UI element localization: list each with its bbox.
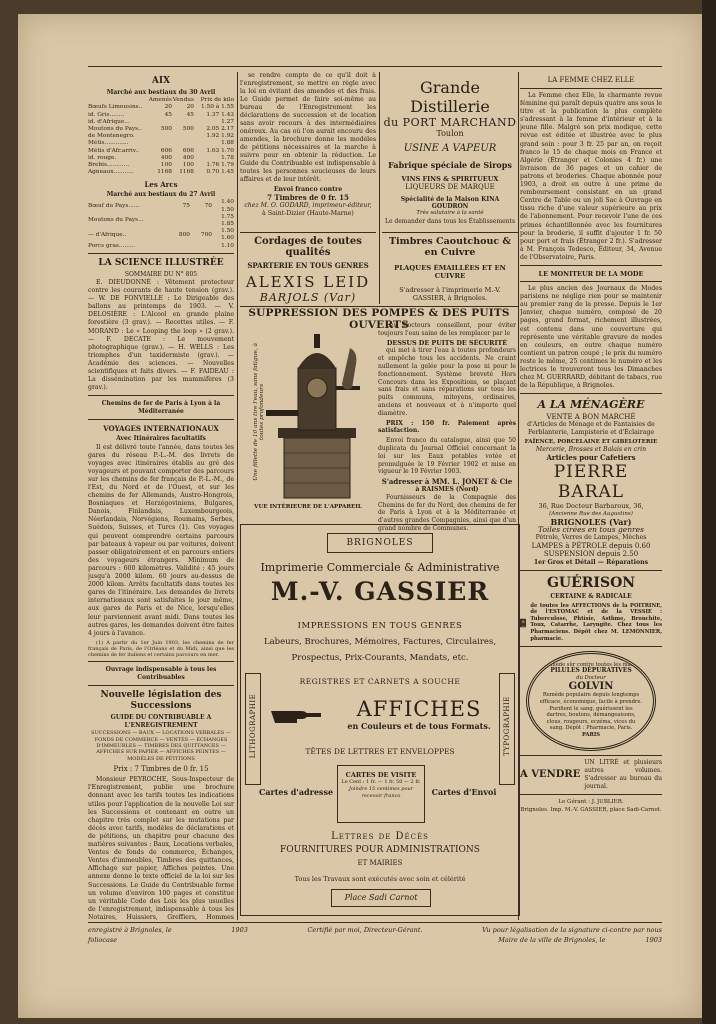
market-value [149,140,172,147]
market-value: 500 [160,125,172,132]
market-value [168,214,190,228]
pointing-hand-icon [269,703,323,727]
market-row [88,148,234,155]
market-item: Métis............. [88,140,129,147]
market-row [88,140,234,147]
market-value: 70 [204,203,212,210]
rail-title: Chemins de fer de Paris à Lyon à la Méditerranée [101,400,221,416]
cordages-city: BARJOLS (Var) [259,291,357,304]
market-row [88,155,234,162]
market-item: id. rouge. [88,154,117,161]
market-value: 100 [160,161,172,168]
pompes-text3: Envoi franco du catalogue, ainsi que 50 duplicata du Journal Officiel concernant la loi sur les Eaux potables votée et promulguée le 19 Février 1902 et mise en vigueur le 19 Février 1903. [378,437,516,476]
footer-year2: 1903 [645,936,662,944]
footer-certifie: Certifié par moi, Directeur-Gérant. [307,926,423,934]
market-value: 1.10 [221,242,234,249]
menagere-text: d'Articles de Ménage et de Fantaisies de Ferblanterie, Lampisterie et d'Éclairage [527,421,655,437]
cartes-visite-price: Le Cent : 1 fr. — 1 fr. 50 — 2 fr. [341,779,421,785]
market-value [149,133,172,140]
market-value [190,214,212,228]
heritage-kicker: Ouvrage indispensable à tous les Contribuables [105,665,217,681]
gassier-name: M.-V. GASSIER [270,577,490,606]
distillerie-specialite: Spécialité de la Maison KINA GOUDRON [400,196,500,210]
column-rule [237,72,238,920]
market-value: 1.75 1.85 [221,213,234,228]
market2-title: Les Arcs [144,180,178,190]
gassier-ad [240,524,520,916]
baral-address: 36, Rue Docteur Barbaroux, 36, [538,501,644,510]
market-value: 1.50 1.60 [221,228,234,242]
top-rule [88,66,662,67]
heritage-text: Monsieur PEYROCHE, Sous-Inspecteur de l'Enregistrement, publie une brochure donnant avec les tarifs toutes les indications utiles pour l'application de la nouvelle Loi sur les Successions et contenant en outre un chapitre très complet sur les mutations par décès avec tarifs, modèles de déclarations et de pétitions, un chapitre pour chacune des matières suivantes : Baux, Locations verbales, Ventes de fonds de commerce, Échanges, Ventes d'immeubles, Timbres des quittances, Affichage sur papier, Affiches peintes. Une annexe donne le texte officiel de la loi sur les Successions. Le Guide du Contribuable forme un volume d'environ 100 pages et constitue un véritable Code des Lois les plus usuelles de l'enregistrement, indispensable à tous les Notaires, Huissiers, Greffiers, Hommes [88,776,234,920]
femme-text: La Femme chez Elle, la charmante revue féminine qui paraît depuis quatre ans sous le titre et la publication la plus complète s'adressant à la femme d'intérieur et à la jeune fille. Malgré son prix modique, cette revue est éditée et illustrée avec le plus grand soin : pour 3 fr. 25 par an, on reçoit franco le 15 de chaque mois en France et Algérie (Étranger et Colonies 4 fr.) une livraison de 36 pages et un cahier de patrons et broderies. Chaque abonnée pour 1903, a droit en outre à une prime de remboursement consistant en un grand Centre de Table ou un joli Sac à Ouvrage en tissu riche d'une valeur supérieure au prix de l'abonnement. Pour recevoir l'une de ces primes échantillonnée avec les fournitures pour la broderie, il suffit d'ajouter 1 fr. 50 pour port et frais (Étranger 2 fr.). S'adresser à M. François Tedesco, Éditeur, 34, Avenue de l'Observatoire, Paris. [520,92,662,261]
market-row [88,119,234,126]
market-row [88,126,234,133]
baral-name: PIERRE BARAL [553,461,629,502]
market1-table [88,97,234,176]
heritage-list: SUCCESSIONS — BAUX — LOCATIONS VERBALES — FONDS DE COMMERCE — VENTES — ÉCHANGES D'IMMEUBLES — TIMBRES DES QUITTANCES — AFFICHES SUR PAPIER — AFFICHES PEINTES — MODÈLES DE PÉTITIONS [91,730,231,762]
gassier-line2: Prospectus, Prix-Courants, Mandats, etc. [291,653,469,663]
market-item: Bœufs Limousins.. [88,104,143,111]
distillerie-fabrique: Fabrique spéciale de Sirops [388,160,512,170]
menagere-mercerie: Mercerie, Brosses et Balais en crin [535,445,647,453]
cartes-envoi: Cartes d'Envoi [431,787,497,797]
divider [88,419,234,420]
gassier-fournitures: FOURNITURES POUR ADMINISTRATIONS [280,845,480,855]
market-value: 100 [182,161,194,168]
cartes-visite-title: CARTES DE VISITE [345,771,417,779]
market-item: Porcs gras......... [88,242,136,249]
market-item: Bœuf du Pays...... [88,203,140,210]
pompes-text [378,322,516,535]
column-rule [379,72,380,304]
distillerie-title: Grande Distillerie [410,78,490,116]
timbres-plaques: PLAQUES ÉMAILLÉES ET EN CUIVRE [394,264,506,280]
doctor-portrait [520,603,526,643]
guide-text: se rendre compte de ce qu'il doit à l'enregistrement, se mettre en règle avec la loi en évitant des amendes et des frais. Le Guide permet de faire soi-même au bureau de l'Enregistrement les déclarations de succession et de location sans avoir recours à des intermédiaires onéreux. Au cas où l'on aurait encouru des amendes, la brochure donne les modèles de pétitions nécessaires et la marche à suivre pour en obtenir la réduction. Le Guide du Contribuable est indispensable à toutes les personnes soucieuses de leurs affaires et de leur intérêt. [240,72,376,183]
moniteur-title: LE MONITEUR DE LA MODE [538,269,644,278]
divider [520,646,662,647]
gassier-affiches: AFFICHES [356,697,482,721]
cartes-adresse: Cartes d'adresse [258,787,334,797]
market-value: 606 [160,147,172,154]
gassier-tetes: TÊTES DE LETTRES ET ENVELOPPES [305,747,455,756]
footer-folio: folio [88,936,103,944]
footer-maire: Maire de la ville de Brignoles, le [498,936,606,944]
divider [520,88,662,89]
distillerie-ad [382,72,518,232]
market-value [149,119,172,126]
guide-franco: Envoi franco contre [273,186,343,193]
timbres-ad [382,232,518,304]
menagere-faience: FAÏENCE, PORCELAINE ET GIBELOTERIE [524,438,658,445]
market2-table [88,199,234,249]
market-value: 1.78 [221,154,234,161]
market-item: Moutons du Pays.. [88,125,142,132]
distillerie-demande: Le demander dans tous les Établissements [384,218,516,225]
guide-continued [240,72,376,232]
market1-subtitle: Marché aux bestiaux du 30 Avril [106,89,216,96]
pompes-title: SUPPRESSION DES POMPES & DES PUITS OUVERTS [248,307,510,331]
market-row [88,112,234,119]
typographie-box [499,673,515,785]
market-value: 75 [182,203,190,210]
golvin-text: Remède populaire depuis longtemps efficace, économique, facile à prendre. Purifient le sang, guérissent les dartres, boutons, démangeaisons, clous, rougeurs, eczéma, vices du sang. Dépôt : Pharmacie, Paris. [539,692,643,732]
market-item: Métis d'Afr.arriv.. [88,147,140,154]
market-value: 1.37 1.43 [206,111,234,118]
market-item: id. Gris........ [88,111,125,118]
pompes-text1: Les Docteurs conseillent, pour éviter toujours l'eau saine de les remplacer par le [378,322,516,337]
market-value: 700 [200,231,212,238]
distillerie-city: Toulon [436,129,464,138]
divider [520,570,662,571]
heritage-subtitle: GUIDE DU CONTRIBUABLE A L'ENREGISTREMENT [110,713,212,730]
moniteur-text: Le plus ancien des Journaux de Modes parisiens ne néglige rien pour se maintenir au premier rang de la presse. Depuis le 1er Janvier, chaque numéro, composé de 20 pages, grand format, richement illustrées, est contenu dans une couverture qui représente une véritable gravure de modes en couleurs, en outre chaque numéro contient un patron coupé ; le prix du numéro reste le même, 25 centimes le numéro et les lectrices le trouveront tous les Dimanches chez M. GUERRARD, débitant de tabacs, rue de la République, à Brignoles. [520,285,662,390]
market-value: 800 [178,231,190,238]
guerison-sub: CERTAINE & RADICALE [550,592,632,600]
guide-address: chez M. O. GODARD, imprimeur-éditeur, [244,202,372,209]
divider [520,755,662,756]
market-value: 20 [164,104,172,111]
cartes-visite-pieces: Joindre 15 centimes pour recevoir franco [348,786,414,799]
market-value: 400 [182,154,194,161]
market-value [172,119,194,126]
divider [520,393,662,394]
cartes-visite-box [337,765,425,823]
market-value [172,133,194,140]
market-value: 1168 [157,169,172,176]
market-value: 45 [186,111,194,118]
lithographie-box [245,673,261,785]
guerison-text: de toutes les AFFECTIONS de la POITRINE, de l'ESTOMAC et de la VESSIE : Tuberculose, Phtisie, Asthme, Bronchite, Toux, Catarrhe, Laryngite. Chez tous les Pharmaciens. Dépôt chez M. LEMONNIER, pharmacie. [530,602,662,642]
market-value: 400 [160,154,172,161]
pompes-adresser: S'adresser à MM. L. JONET & Cie [381,477,513,487]
market-item: id. d'Afrique... [88,118,130,125]
timbres-sadresser: S'adresser à l'imprimerie M.-V. GASSIER, à Brignoles. [399,286,501,302]
golvin-city: PARIS [581,732,601,739]
market-row [88,228,234,242]
divider [88,253,234,254]
gassier-lettres: Lettres de Décès [331,831,429,842]
heritage-price: Prix : 7 Timbres de 0 fr. 15 [113,765,209,774]
market2-subtitle: Marché aux bestiaux du 27 Avril [106,191,216,199]
guide-stamps: 7 Timbres de 0 fr. 15 [267,193,349,202]
market-value: 2.05 2.17 [206,125,234,132]
market1-title: AIX [151,76,171,86]
gassier-line1: Labeurs, Brochures, Mémoires, Factures, Circulaires, [263,637,497,647]
menagere-cafetiers: Articles pour Cafetiers [546,452,636,462]
pompes-ville: à RAISMES (Nord) [415,485,479,493]
distillerie-sante: Très salutaire à la santé [416,210,484,216]
golvin-top: Un remède sûr contre toutes les maladies [535,661,647,668]
divider [520,794,662,795]
golvin-name: GOLVIN [568,681,614,693]
market-value: 1.40 1.50 [221,199,234,213]
typographie-label: TYPOGRAPHIE [503,696,511,756]
market-item: Brebis............ [88,161,130,168]
market-value: 45 [164,111,172,118]
femme-title: LA FEMME CHEZ ELLE [547,76,635,84]
footer-legalisation: Vu pour légalisation de la signature ci-contre par nous [482,926,662,934]
market-item: — d'Afrique.. [88,231,127,238]
market-value: 1.63 1.70 [206,147,234,154]
golvin-doctor: du Docteur [576,674,606,681]
vendre-title: A VENDRE [520,768,581,780]
guide-city: à Saint-Dizier (Haute-Marne) [262,210,354,217]
menagere-title: A LA MÉNAGÈRE [537,398,645,412]
pompes-highlight: DESSUS DE PUITS DE SÉCURITÉ [386,338,508,347]
science-subtitle: SOMMAIRE DU N° 805 [124,270,198,278]
divider [520,281,662,282]
cordages-sub: SPARTERIE EN TOUS GENRES [247,261,369,270]
column-markets [88,72,234,920]
divider [88,685,234,686]
voyages-note: (1) A partir du 1er Juin 1903, les chemins de fer français de Paris, de l'Orléans et du Midi, ainsi que les chemins de fer italiens et certains parcours en mer. [88,639,234,658]
market-item: de Montenegro. [88,133,135,140]
footer-year1: 1903 [231,926,248,934]
baral-suspension: SUSPENSION depuis 2.50 [543,550,639,559]
market-value: 1.92 1.92 [206,133,234,140]
baral-old-address: (Ancienne Rue des Augustins) [549,510,633,517]
market-row [88,104,234,111]
market-value: 1.50 à 1.55 [201,104,234,111]
market-value: 1.88 [221,140,234,147]
pump-caption: VUE INTÉRIEURE DE L'APPAREIL [254,504,362,510]
gassier-tous: Tous les Travaux sont exécutés avec soin et célérité [294,875,466,883]
footer-enregistre: enregistré à Brignoles, le [88,926,172,934]
vendre-text: UN LITRÉ et plusieurs autres volumes. S'adresser au bureau du journal. [584,758,662,790]
market-header-cell: Vendus [172,97,194,104]
gassier-impressions: IMPRESSIONS EN TOUS GENRES [297,621,463,631]
market-row [88,169,234,176]
science-text: E. DIEUDONNÉ : Vêtement protecteur contre les courants de haute tension (grav.). — W. DE FONVIELLE : Le Dirigeable des ballons au printemps de 1903. — V. DELOSIÈRE : L'Alcool en grande plaine forestière (3 grav.). — Recettes utiles. — F. MORAND : Le « Looping the loop » (2 grav.). — F. DECATE : Le mouvement photographique (grav.). — H. WELLS : Les triomphes d'un taxidermiste (grav.). — Académie des sciences. — Nouvelles scientifiques et faits divers. — F. FAIDEAU : La dissémination par les mammifères (3 grav.). [88,278,234,392]
pump-illustration [262,328,370,504]
heritage-title: Nouvelle législation des Successions [100,689,222,711]
market-row [88,214,234,228]
market-value: 606 [182,147,194,154]
gassier-town: BRIGNOLES [327,533,433,553]
science-title: LA SCIENCE ILLUSTRÉE [98,257,224,268]
gassier-place: Place Sadi Carnot [331,889,431,907]
golvin-pilules: PILULES DÉPURATIVES [550,667,632,675]
market-value: 1.76 1.79 [206,161,234,168]
menagere-sub: VENTE A BON MARCHÉ [546,413,636,422]
distillerie-usine: USINE A VAPEUR [403,143,497,154]
cordages-title: Cordages de toutes qualités [240,232,376,258]
gassier-affiches-sub: en Couleurs et de tous Formats. [347,721,491,731]
market-row [88,199,234,213]
gassier-title: Imprimerie Commerciale & Administrative [260,561,500,574]
gerant: Le Gérant : J. JUBLIER. [558,799,624,806]
cordages-ad [240,232,376,304]
gassier-registres: REGISTRES ET CARNETS A SOUCHE [299,677,461,686]
lithographie-label: LITHOGRAPHIE [249,693,257,759]
page-edge [702,0,716,1024]
timbres-title: Timbres Caoutchouc & en Cuivre [382,232,518,258]
pompes-side-caption: Une fillette de 10 ans tire l'eau, sans fatigue, à toutes profondeurs [253,343,265,481]
market-header-cell: Amenés [148,97,172,104]
baral-lampes: LAMPES à PÉTROLE depuis 0.60 [531,542,651,551]
footer-case: case [102,936,118,944]
guerison-title: GUÉRISON [546,574,636,591]
market-row [88,162,234,169]
divider [88,661,234,662]
legal-footer [88,922,662,945]
baral-gros: 1er Gros et Détail — Réparations [533,558,649,566]
pompes-ad [240,306,518,532]
market-value [190,243,212,250]
market-row [88,243,234,250]
market-header-cell: Prix de kilo [200,97,234,104]
divider [520,265,662,266]
distillerie-vins: VINS FINS & SPIRITUEUX [401,175,499,183]
market-value: 0.70 1.45 [206,169,234,176]
market-value: 1.27 [221,118,234,125]
distillerie-liqueurs: LIQUEURS DE MARQUE [405,183,495,191]
voyages-text: Il est délivré toute l'année, dans toutes les gares du réseau P.-L.-M. des livrets de voyages avec itinéraires établis au gré des voyageurs et pouvant comporter des parcours sur les chemins de fer français de P.-L.-M., de l'Est, du Nord et de l'Ouest, et sur les chemins de fer Allemands, Austro-Hongrois, Bosniaques et Herzégoviniens, Bulgares, Danois, Finlandais, Luxembourgeois, Néerlandais, Norvégiens, Roumains, Serbes, Suédois, Suisses, et Turcs (1). Ces voyages qui peuvent comprendre certains parcours par bateaux à vapeur ou par voitures, doivent passer obligatoirement et en parcours entiers des voyageurs étrangers. Minimum de parcours : 600 kilomètres. Validité : 45 jours jusqu'à 2000 kilom. 60 jours au-dessus de 2000 kilom. Arrêts facultatifs dans toutes les gares de l'itinéraire. Les demandes de livrets internationaux sont satisfaites le jour même, aux gares de Paris et de Nice, lorsqu'elles leur parviennent avant midi. Dans toutes les autres gares, les demandes doivent être faites 4 jours à l'avance. [88,443,234,637]
pompes-prix: PRIX : 150 fr. Paiement après satisfaction. [378,419,516,435]
golvin-seal [526,651,656,751]
imprimeur: Brignoles. Imp. M.-V. GASSIER, place Sadi-Carnot. [520,807,662,814]
voyages-subtitle: Avec Itinéraires facultatifs [116,435,206,443]
baral-petrole: Pétrole, Verres de Lampes, Mèches [535,534,647,542]
market-value: 500 [182,125,194,132]
divider [88,395,234,396]
market-value [168,243,190,250]
column-right [520,72,662,920]
cordages-name: ALEXIS LEID [245,273,371,291]
market-item: Moutons du Pays... [88,217,144,224]
baral-toiles: Toiles cirées en tous genres [538,525,644,535]
pompes-text2: qui met à tirer l'eau à toutes profondeurs et empêche tous les accidents. Ne craint nullement la gelée pour la pose ni pour le fonctionnement. Système breveté Hors Concours dans les Expositions, se plaçant sans frais et sans réparations sur tous les puits communs, mitoyens, ordinaires, anciens et nouveaux et à n'importe quel diamètre. [378,347,516,417]
voyages-title: VOYAGES INTERNATIONAUX [103,424,219,434]
distillerie-port: du PORT MARCHAND [383,116,517,129]
pompes-text4: Fournisseurs de la Compagnie des Chemins de fer du Nord, des chemins de fer de Paris à Lyon et à la Méditerranée et d'autres grandes Compagnies, ainsi que d'un grand nombre de Communes. [378,493,516,532]
gassier-mairies: ET MAIRIES [357,859,403,867]
market-item: Agneaux........... [88,169,134,176]
market-value: 20 [186,104,194,111]
market-value: 1168 [179,169,194,176]
market-value [172,140,194,147]
baral-city: BRIGNOLES (Var) [550,517,632,528]
